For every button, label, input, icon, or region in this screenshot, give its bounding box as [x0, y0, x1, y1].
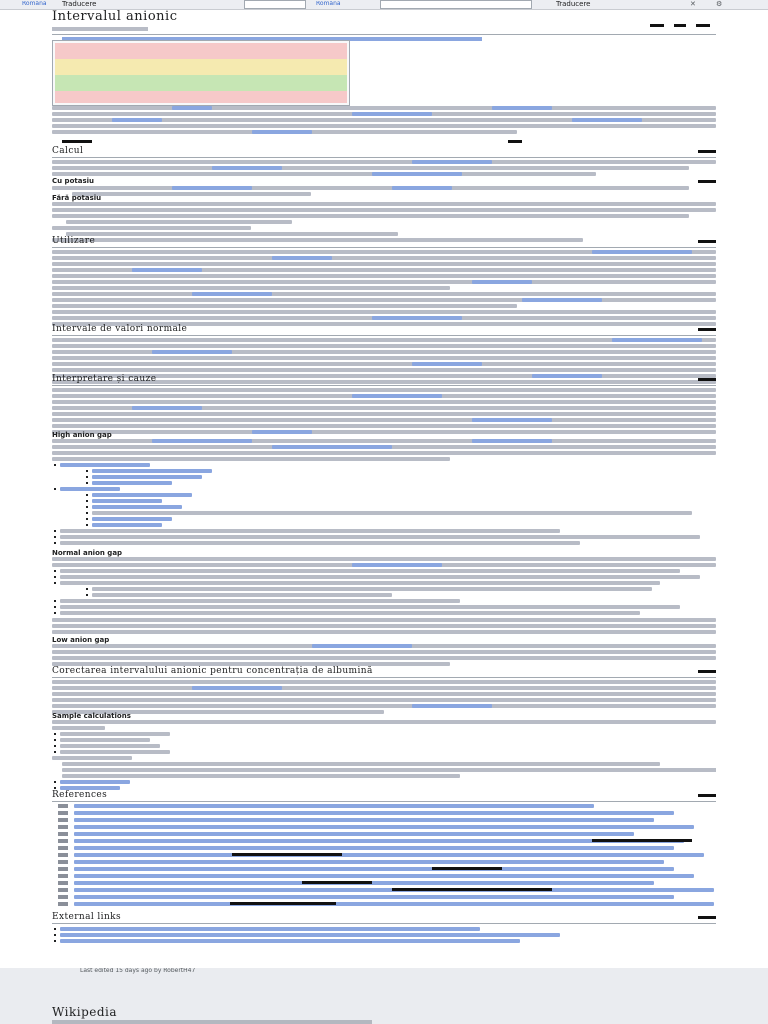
section-edit-link[interactable] — [698, 378, 716, 381]
section-edit-link[interactable] — [698, 150, 716, 153]
section-divider — [52, 247, 716, 248]
target-language-link[interactable]: Română — [316, 1, 341, 7]
section-paragraph — [52, 644, 716, 668]
toc-hide-toggle[interactable] — [508, 140, 522, 143]
section-divider — [52, 335, 716, 336]
settings-icon[interactable]: ⚙ — [716, 0, 723, 8]
title-divider — [52, 34, 716, 35]
cause-list — [52, 569, 716, 617]
infobox-row-yellow — [55, 59, 347, 75]
edit-icon[interactable] — [696, 24, 710, 27]
section-divider — [52, 157, 716, 158]
language-icon[interactable] — [650, 24, 664, 27]
section-paragraph — [52, 250, 716, 328]
section-paragraph — [52, 557, 716, 569]
section-heading: Calcul — [52, 146, 84, 156]
references-list — [52, 804, 716, 909]
section-edit-link[interactable] — [698, 916, 716, 919]
section-paragraph — [52, 618, 716, 636]
section-heading: Interpretare și cauze — [52, 374, 157, 384]
cause-list — [52, 463, 716, 547]
subsection-heading: Cu potasiu — [52, 177, 94, 185]
section-paragraph — [52, 680, 716, 716]
close-icon[interactable]: ✕ — [690, 0, 696, 8]
language-link[interactable]: Română — [22, 1, 47, 7]
external-links-heading: External links — [52, 912, 122, 922]
page-url-field[interactable] — [380, 0, 532, 9]
section-heading: Intervale de valori normale — [52, 324, 188, 334]
references-heading: References — [52, 790, 108, 800]
page-footer — [0, 968, 768, 1024]
section-paragraph — [52, 202, 716, 244]
sample-values-list — [52, 732, 716, 756]
page-title: Intervalul anionic — [52, 10, 178, 24]
infobox-row-red-2 — [55, 91, 347, 103]
article-subtitle — [52, 27, 148, 31]
section-heading: Corectarea intervalului anionic pentru concentrația de albumină — [52, 666, 373, 676]
article-content — [52, 10, 716, 968]
last-edited-link[interactable]: Last edited 15 days ago by RobertH47 — [80, 968, 196, 974]
intro-paragraph — [52, 106, 716, 136]
section-edit-link[interactable] — [698, 794, 716, 797]
section-edit-link[interactable] — [698, 670, 716, 673]
license-text — [52, 1020, 372, 1024]
calculation-block — [52, 756, 716, 780]
section-divider — [52, 677, 716, 678]
subsection-heading: Low anion gap — [52, 636, 110, 644]
section-edit-link[interactable] — [698, 240, 716, 243]
toc-toggle[interactable] — [62, 140, 92, 143]
subsection-heading: Normal anion gap — [52, 549, 123, 557]
translate-label-2: Traducere — [556, 0, 591, 8]
wikipedia-logo: Wikipedia — [52, 1005, 118, 1019]
section-edit-link[interactable] — [698, 328, 716, 331]
subsection-heading: Sample calculations — [52, 712, 131, 720]
section-paragraph — [52, 160, 716, 178]
source-language-select[interactable] — [244, 0, 306, 9]
section-paragraph — [52, 388, 716, 436]
infobox-row-red — [55, 43, 347, 59]
see-also-list — [52, 780, 716, 792]
subsection-heading: High anion gap — [52, 431, 112, 439]
section-paragraph — [52, 439, 716, 463]
watch-icon[interactable] — [674, 24, 686, 27]
subsection-heading: Fără potasiu — [52, 194, 102, 202]
translation-toolbar — [0, 0, 768, 10]
section-divider — [52, 923, 716, 924]
subsection-edit-link[interactable] — [698, 180, 716, 183]
formula-block — [52, 186, 716, 198]
infobox-table — [52, 40, 350, 106]
translate-label: Traducere — [62, 0, 97, 8]
infobox-row-green — [55, 75, 347, 91]
section-divider — [52, 801, 716, 802]
section-divider — [52, 385, 716, 386]
section-paragraph — [52, 720, 716, 732]
section-heading: Utilizare — [52, 236, 96, 246]
external-links-list — [52, 927, 716, 945]
